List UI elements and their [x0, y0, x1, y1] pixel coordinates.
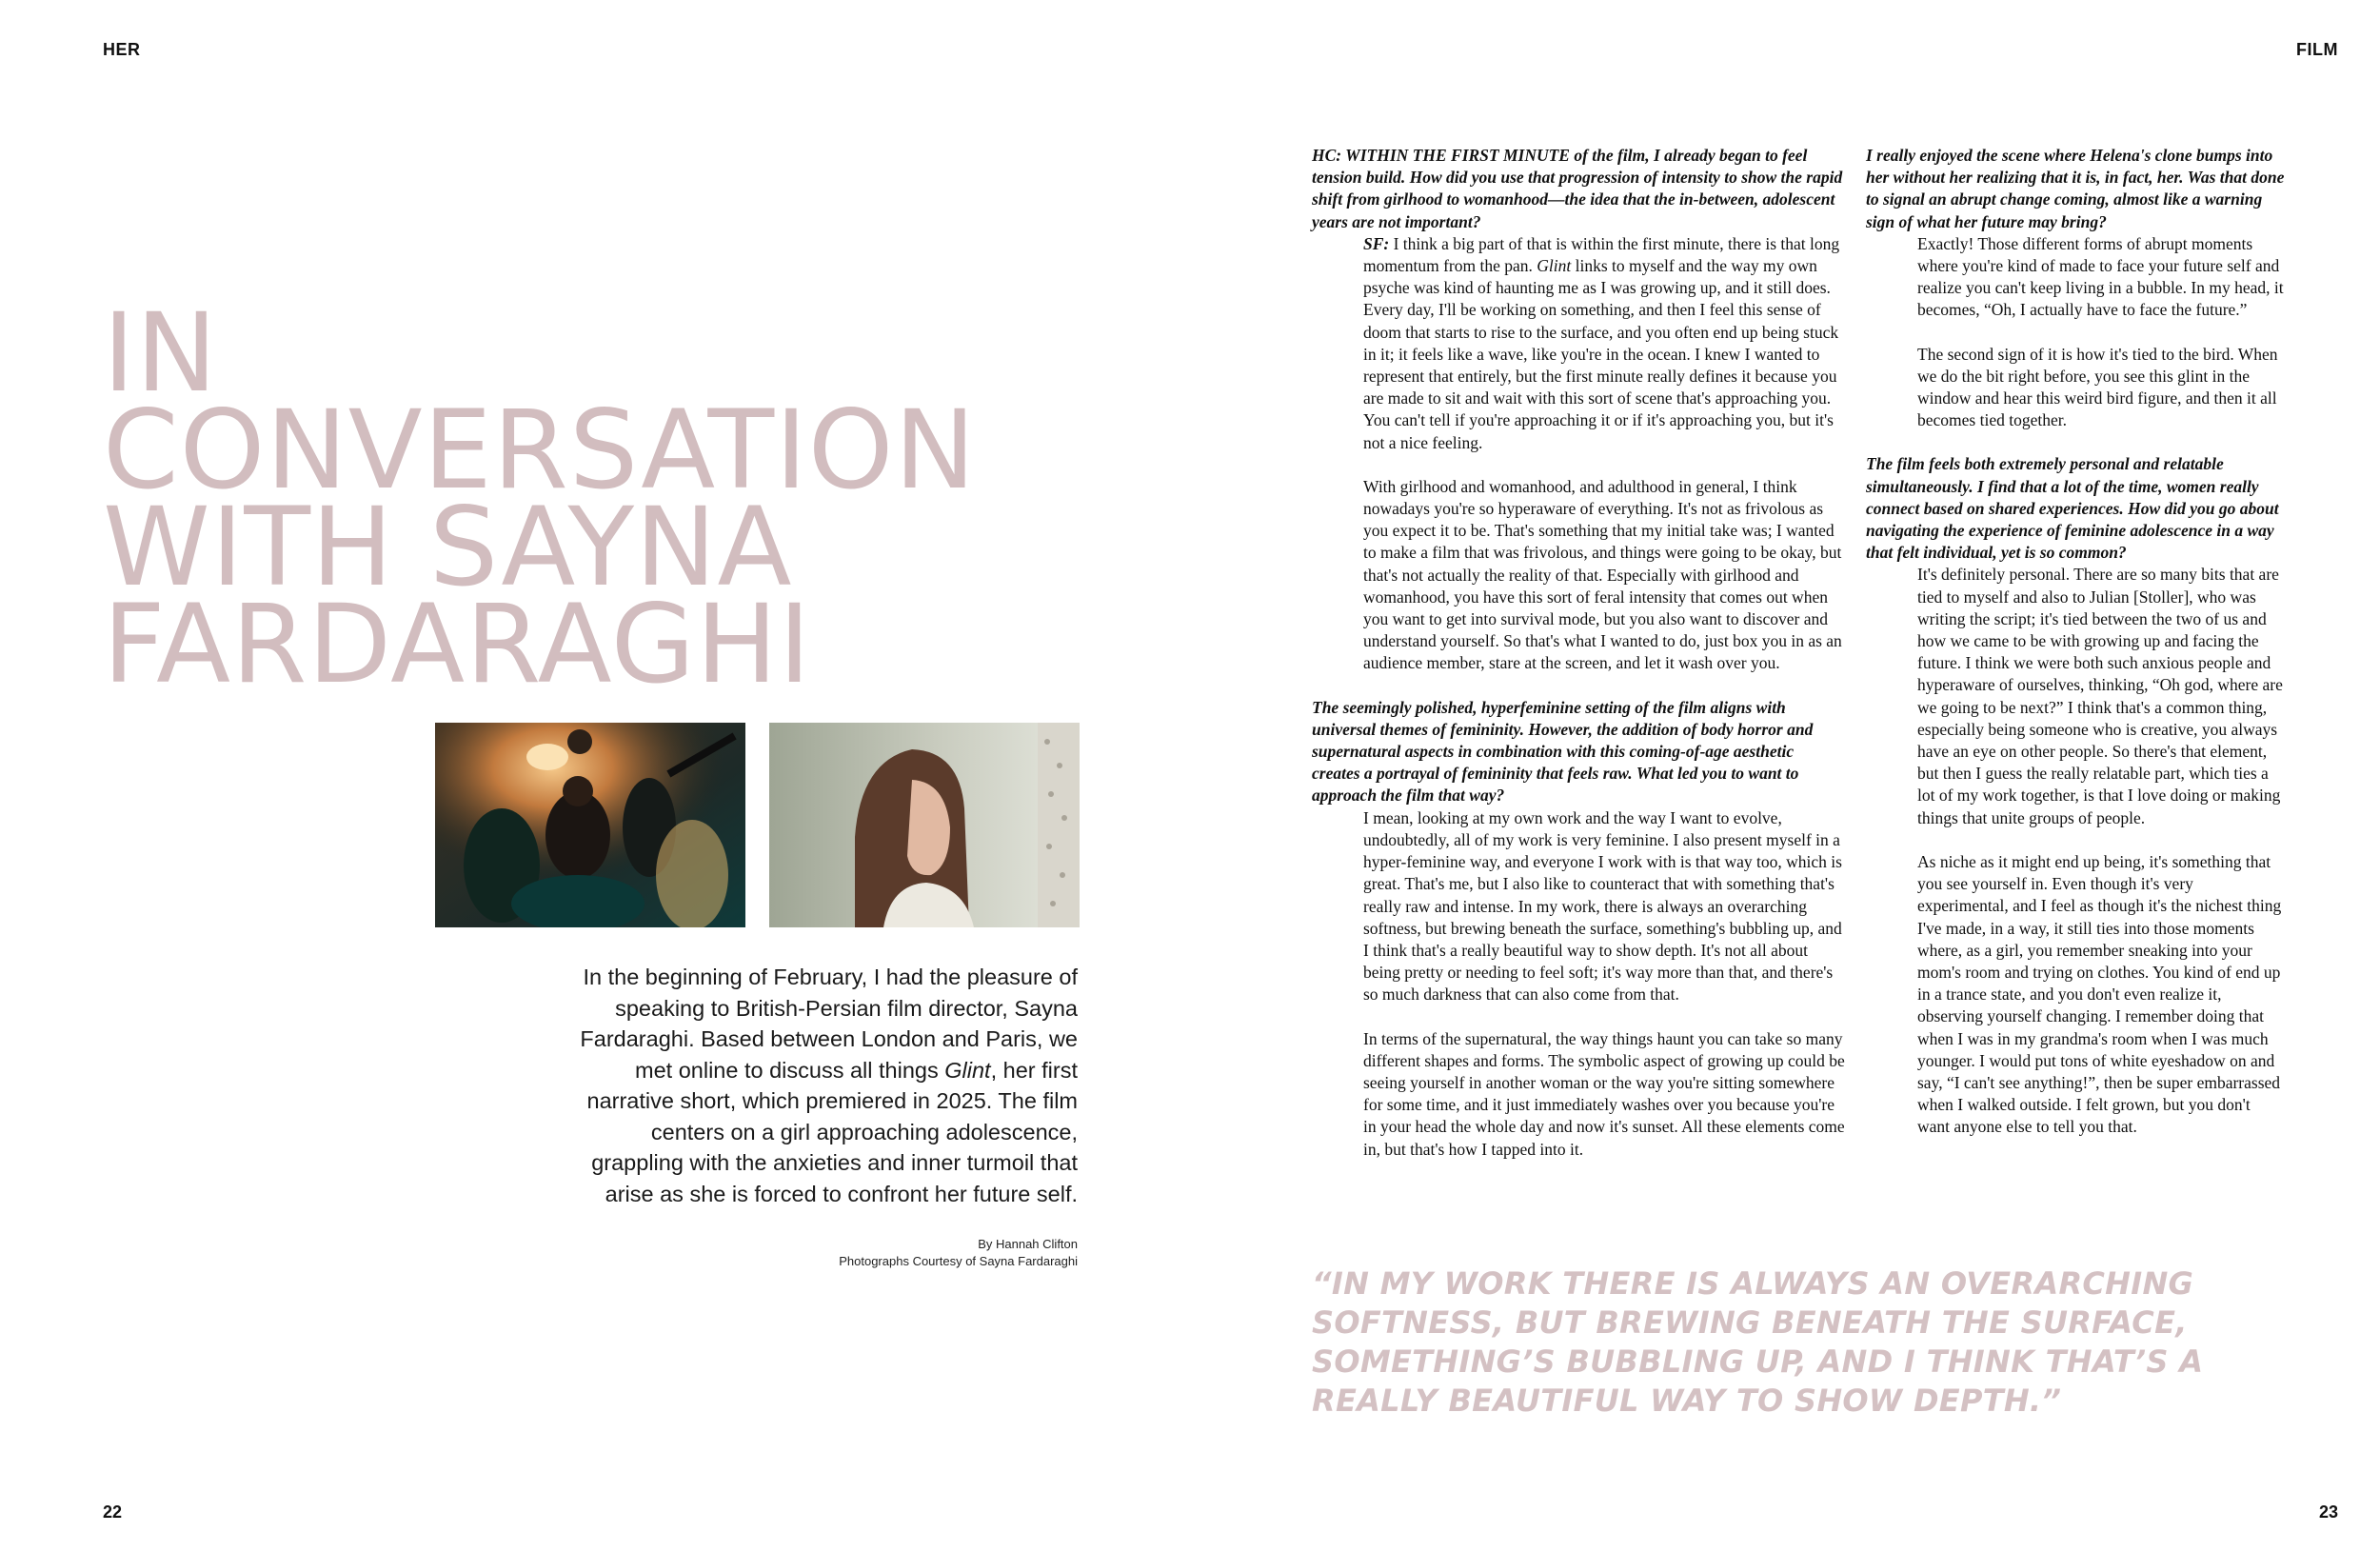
answer-1 — [1363, 233, 1845, 675]
headline — [103, 289, 1131, 707]
answer-4-paragraph-2: As niche as it might end up being, it's something that you see yourself in. Even though it's very experimental, and I feel as though it's the nichest thing I've made, in a way, it still ties into those moments where, as a girl, you remember sneaking into your mom's room and trying on clothes. You kind of end up in a trance state, and you don't even realize it, observing yourself changing. I remember doing that when I was in my grandma's room when I was much younger. I would put tons of white eyeshadow on and say, “I can't see anything!”, then be super embarrassed when I walked outside. I felt grown, but you don't want anyone else to tell you that. — [1917, 851, 2282, 1137]
page-number-left: 22 — [103, 1502, 123, 1522]
question-4: The film feels both extremely personal and relatable simultaneously. I find that a lot of the time, women really connect based on shared experiences. How did you go about navigating the experience of feminine adolescence in a way that felt individual, yet is so common? — [1866, 454, 2279, 563]
question-2: The seemingly polished, hyperfeminine setting of the film aligns with universal themes of femininity. However, the addition of body horror and supernatural aspects in combination with this coming-of-age aesthetic creates a portrayal of femininity that feels raw. What led you to want to approach the film that way? — [1312, 697, 1814, 806]
headline-line-2: CONVERSATION — [103, 387, 977, 513]
photo-credit: Photographs Courtesy of Sayna Fardaraghi — [839, 1254, 1078, 1268]
answer-2-paragraph-2: In terms of the supernatural, the way things haunt you can take so many different shapes and forms. The symbolic aspect of growing up could be seeing yourself in another woman or the way you're sitting somewhere for some time, and it just immediately washes over you because you're in your head the whole day and now it's sunset. All these elements come in, but that's how I tapped into it. — [1363, 1028, 1845, 1159]
headline-line-4: FARDARAGHI — [103, 581, 812, 707]
answer-1-paragraph-1: SF: I think a big part of that is within the first minute, there is that long momentum from the pan. Glint links to myself and the way my own psyche was kind of haunting me as I was growing up, and it still does. Every day, I'll be working on something, and then I feel this sense of doom that starts to rise to the surface, and you often end up being stuck in it; it feels like a wave, like you're in the ocean. I knew I wanted to represent that entirely, but the first minute really defines it because you are made to sit and wait with this sort of scene that's approaching you. You can't tell if you're approaching it or if it's approaching you, but it's not a nice feeling. — [1363, 233, 1840, 452]
article-column-1 — [1312, 145, 1845, 1183]
question-3: I really enjoyed the scene where Helena's clone bumps into her without her realizing that it is, in fact, her. Was that done to signal an abrupt change coming, almost like a warning sign of what her future may bring? — [1866, 146, 2285, 231]
answer-3-paragraph-2: The second sign of it is how it's tied to the bird. When we do the bit right before, you see this glint in the window and hear this weird bird figure, and then it all becomes tied together. — [1917, 344, 2278, 430]
answer-2 — [1363, 807, 1845, 1161]
article-column-2 — [1866, 145, 2285, 1161]
pull-quote: “IN MY WORK THERE IS ALWAYS AN OVERARCHING SOFTNESS, BUT BREWING BENEATH THE SURFACE, SOMETHING’S BUBBLING UP, AND I THINK THAT’S A REALLY BEAUTIFUL WAY TO SHOW DEPTH.” — [1312, 1265, 2204, 1419]
answer-3-paragraph-1: Exactly! Those different forms of abrupt moments where you're kind of made to face your future self and realize you can't keep living in a bubble. In my head, it becomes, “Oh, I actually have to face the future.” — [1917, 233, 2284, 320]
answer-4 — [1917, 564, 2285, 1138]
running-head-right: FILM — [2296, 40, 2338, 59]
answer-1-paragraph-2: With girlhood and womanhood, and adulthood in general, I think nowadays you're so hyperaware of everything. It's not as frivolous as you expect it to be. That's something that my initial take was; I wanted to make a film that was frivolous, and things were going to be okay, but that's not actually the reality of that. Especially with girlhood and womanhood, you have this sort of feral intensity that comes out when you want to get into survival mode, but you also want to discover and understand yourself. So that's what I wanted to do, just box you in as an audience member, stare at the screen, and let it wash over you. — [1363, 476, 1842, 673]
author-credit: By Hannah Clifton — [978, 1237, 1078, 1251]
answer-3 — [1917, 233, 2285, 432]
page-number-right: 23 — [2318, 1502, 2338, 1522]
question-1: HC: WITHIN THE FIRST MINUTE of the film, I already began to feel tension build. How did you use that progression of intensity to show the rapid shift from girlhood to womanhood—the idea that the in-between, adolescent years are not important? — [1312, 146, 1843, 231]
portrait-photo — [769, 723, 1080, 927]
intro-paragraph: In the beginning of February, I had the pleasure of speaking to British-Persian film director, Sayna Fardaraghi. Based between London and Paris, we met online to discuss all things Glint, her first narrative short, which premiered in 2025. The film centers on a girl approaching adolescence, grappling with the anxieties and inner turmoil that arise as she is forced to confront her future self. — [580, 965, 1078, 1206]
film-set-photo — [435, 723, 745, 927]
answer-2-paragraph-1: I mean, looking at my own work and the way I want to evolve, undoubtedly, all of my work is very feminine. I also present myself in a hyper-feminine way, and everyone I work with is that way too, which is great. That's me, but I also like to counteract that with something that's really raw and intense. In my work, there is always an overarching softness, but brewing beneath the surface, something's bubbling up, and I think that's a really beautiful way to show depth. It's not all about being pretty or needing to feel soft; it's way more than that, and there's so much darkness that can also come from that. — [1363, 807, 1842, 1005]
headline-line-1: IN — [103, 289, 218, 416]
running-head-left: HER — [103, 40, 141, 59]
credits — [762, 1236, 1078, 1270]
headline-line-3: WITH SAYNA — [103, 484, 793, 610]
answer-4-paragraph-1: It's definitely personal. There are so many bits that are tied to myself and also to Julian [Stoller], who was writing the script; it's tied between the two of us and how we came to be with growing up and facing the future. I think we were both such anxious people and hyperaware of ourselves, thinking, “Oh god, where are we going to be next?” I think that's a common thing, especially being someone who is creative, you always have an eye on other people. So there's that element, but then I guess the really relatable part, which ties a lot of my work together, is that I love doing or making things that unite groups of people. — [1917, 565, 2283, 827]
